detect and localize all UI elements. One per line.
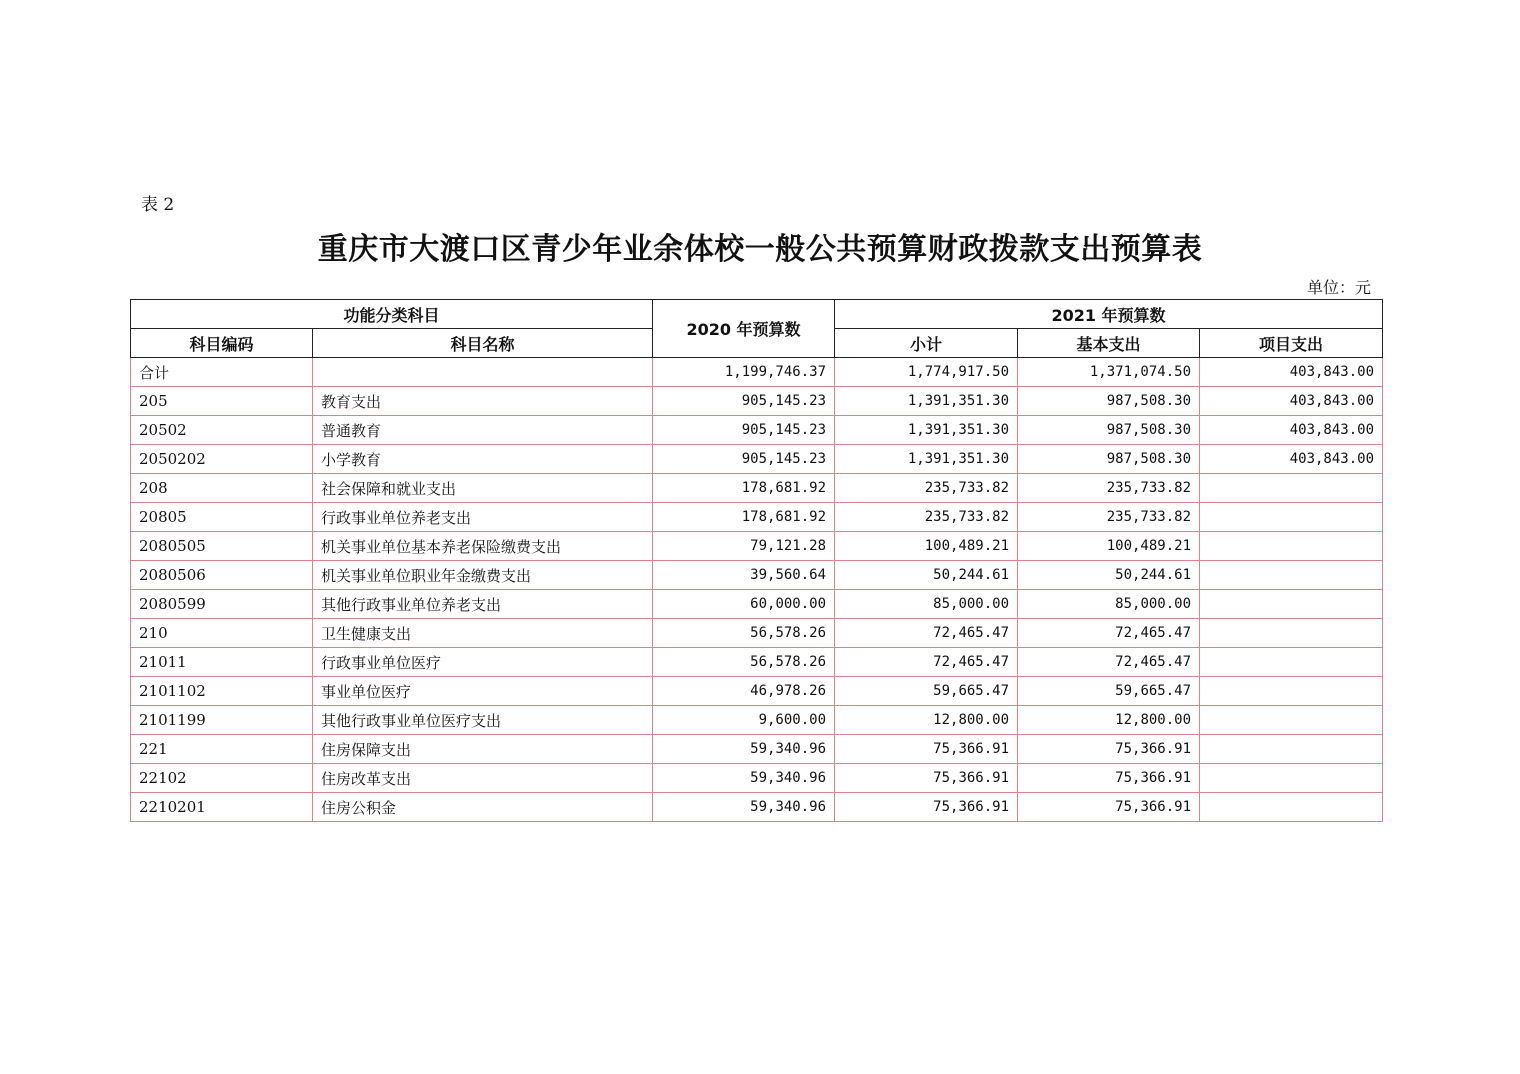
header-budget-2021: 2021 年预算数 [835,300,1383,329]
table-body [131,358,1383,822]
row-code: 2101102 [131,677,313,706]
row-code: 2080505 [131,532,313,561]
table-row [131,503,1383,532]
row-basic: 987,508.30 [1018,416,1200,445]
row-subtotal: 235,733.82 [835,474,1018,503]
row-budget-2020: 59,340.96 [653,764,835,793]
row-name: 机关事业单位基本养老保险缴费支出 [313,532,653,561]
row-name: 社会保障和就业支出 [313,474,653,503]
row-basic: 235,733.82 [1018,503,1200,532]
row-basic: 987,508.30 [1018,445,1200,474]
row-basic: 987,508.30 [1018,387,1200,416]
row-basic: 50,244.61 [1018,561,1200,590]
page-title: 重庆市大渡口区青少年业余体校一般公共预算财政拨款支出预算表 [317,232,1203,267]
row-budget-2020: 9,600.00 [653,706,835,735]
row-project: 403,843.00 [1200,416,1383,445]
row-code: 2080599 [131,590,313,619]
row-budget-2020: 60,000.00 [653,590,835,619]
row-name: 住房公积金 [313,793,653,822]
row-name: 其他行政事业单位医疗支出 [313,706,653,735]
row-basic: 75,366.91 [1018,764,1200,793]
table-row [131,590,1383,619]
table-row [131,619,1383,648]
row-name: 住房保障支出 [313,735,653,764]
unit-label: 单位：元 [1306,278,1371,297]
table-row [131,387,1383,416]
row-name: 普通教育 [313,416,653,445]
row-code: 20502 [131,416,313,445]
row-budget-2020: 905,145.23 [653,445,835,474]
row-basic: 85,000.00 [1018,590,1200,619]
table-row [131,561,1383,590]
row-project [1200,735,1383,764]
header-subtotal: 小计 [835,329,1018,358]
row-subtotal: 100,489.21 [835,532,1018,561]
row-basic: 59,665.47 [1018,677,1200,706]
row-subtotal: 1,774,917.50 [835,358,1018,387]
row-basic: 72,465.47 [1018,619,1200,648]
row-project [1200,561,1383,590]
row-subtotal: 235,733.82 [835,503,1018,532]
row-budget-2020: 905,145.23 [653,387,835,416]
row-code: 208 [131,474,313,503]
row-budget-2020: 905,145.23 [653,416,835,445]
row-subtotal: 75,366.91 [835,735,1018,764]
row-basic: 1,371,074.50 [1018,358,1200,387]
row-project [1200,648,1383,677]
row-budget-2020: 79,121.28 [653,532,835,561]
row-budget-2020: 59,340.96 [653,793,835,822]
row-budget-2020: 39,560.64 [653,561,835,590]
table-label: 表 2 [141,195,175,215]
row-code: 合计 [131,358,313,387]
row-subtotal: 75,366.91 [835,764,1018,793]
row-budget-2020: 56,578.26 [653,648,835,677]
header-name: 科目名称 [313,329,653,358]
row-project: 403,843.00 [1200,358,1383,387]
row-subtotal: 85,000.00 [835,590,1018,619]
row-subtotal: 1,391,351.30 [835,387,1018,416]
row-code: 2050202 [131,445,313,474]
row-name: 事业单位医疗 [313,677,653,706]
row-project [1200,619,1383,648]
table-row [131,793,1383,822]
row-project [1200,706,1383,735]
row-project [1200,793,1383,822]
row-code: 221 [131,735,313,764]
table-row [131,416,1383,445]
row-code: 20805 [131,503,313,532]
table-row [131,706,1383,735]
row-code: 210 [131,619,313,648]
table-row [131,358,1383,387]
row-project [1200,764,1383,793]
row-name [313,358,653,387]
row-subtotal: 50,244.61 [835,561,1018,590]
budget-table [130,299,1383,822]
row-code: 2101199 [131,706,313,735]
row-project: 403,843.00 [1200,445,1383,474]
row-code: 22102 [131,764,313,793]
header-project: 项目支出 [1200,329,1383,358]
row-code: 205 [131,387,313,416]
row-basic: 12,800.00 [1018,706,1200,735]
row-name: 行政事业单位医疗 [313,648,653,677]
row-name: 机关事业单位职业年金缴费支出 [313,561,653,590]
row-project [1200,590,1383,619]
row-project [1200,503,1383,532]
table-row [131,677,1383,706]
row-project [1200,532,1383,561]
row-subtotal: 72,465.47 [835,648,1018,677]
header-budget-2020: 2020 年预算数 [653,300,835,358]
row-name: 教育支出 [313,387,653,416]
row-budget-2020: 46,978.26 [653,677,835,706]
table-row [131,532,1383,561]
row-code: 21011 [131,648,313,677]
row-project: 403,843.00 [1200,387,1383,416]
row-basic: 72,465.47 [1018,648,1200,677]
row-budget-2020: 178,681.92 [653,474,835,503]
row-subtotal: 75,366.91 [835,793,1018,822]
row-budget-2020: 56,578.26 [653,619,835,648]
table-row [131,474,1383,503]
table-row [131,764,1383,793]
header-func-group: 功能分类科目 [131,300,653,329]
header-code: 科目编码 [131,329,313,358]
row-basic: 235,733.82 [1018,474,1200,503]
row-name: 行政事业单位养老支出 [313,503,653,532]
table-row [131,445,1383,474]
row-basic: 100,489.21 [1018,532,1200,561]
row-code: 2080506 [131,561,313,590]
row-budget-2020: 178,681.92 [653,503,835,532]
row-budget-2020: 59,340.96 [653,735,835,764]
table-row [131,735,1383,764]
row-name: 小学教育 [313,445,653,474]
row-subtotal: 59,665.47 [835,677,1018,706]
row-subtotal: 72,465.47 [835,619,1018,648]
row-name: 住房改革支出 [313,764,653,793]
row-subtotal: 1,391,351.30 [835,445,1018,474]
row-name: 其他行政事业单位养老支出 [313,590,653,619]
row-code: 2210201 [131,793,313,822]
row-project [1200,474,1383,503]
row-name: 卫生健康支出 [313,619,653,648]
row-basic: 75,366.91 [1018,735,1200,764]
table-header [131,300,1383,358]
row-subtotal: 1,391,351.30 [835,416,1018,445]
row-basic: 75,366.91 [1018,793,1200,822]
row-subtotal: 12,800.00 [835,706,1018,735]
table-row [131,648,1383,677]
row-budget-2020: 1,199,746.37 [653,358,835,387]
row-project [1200,677,1383,706]
header-basic: 基本支出 [1018,329,1200,358]
